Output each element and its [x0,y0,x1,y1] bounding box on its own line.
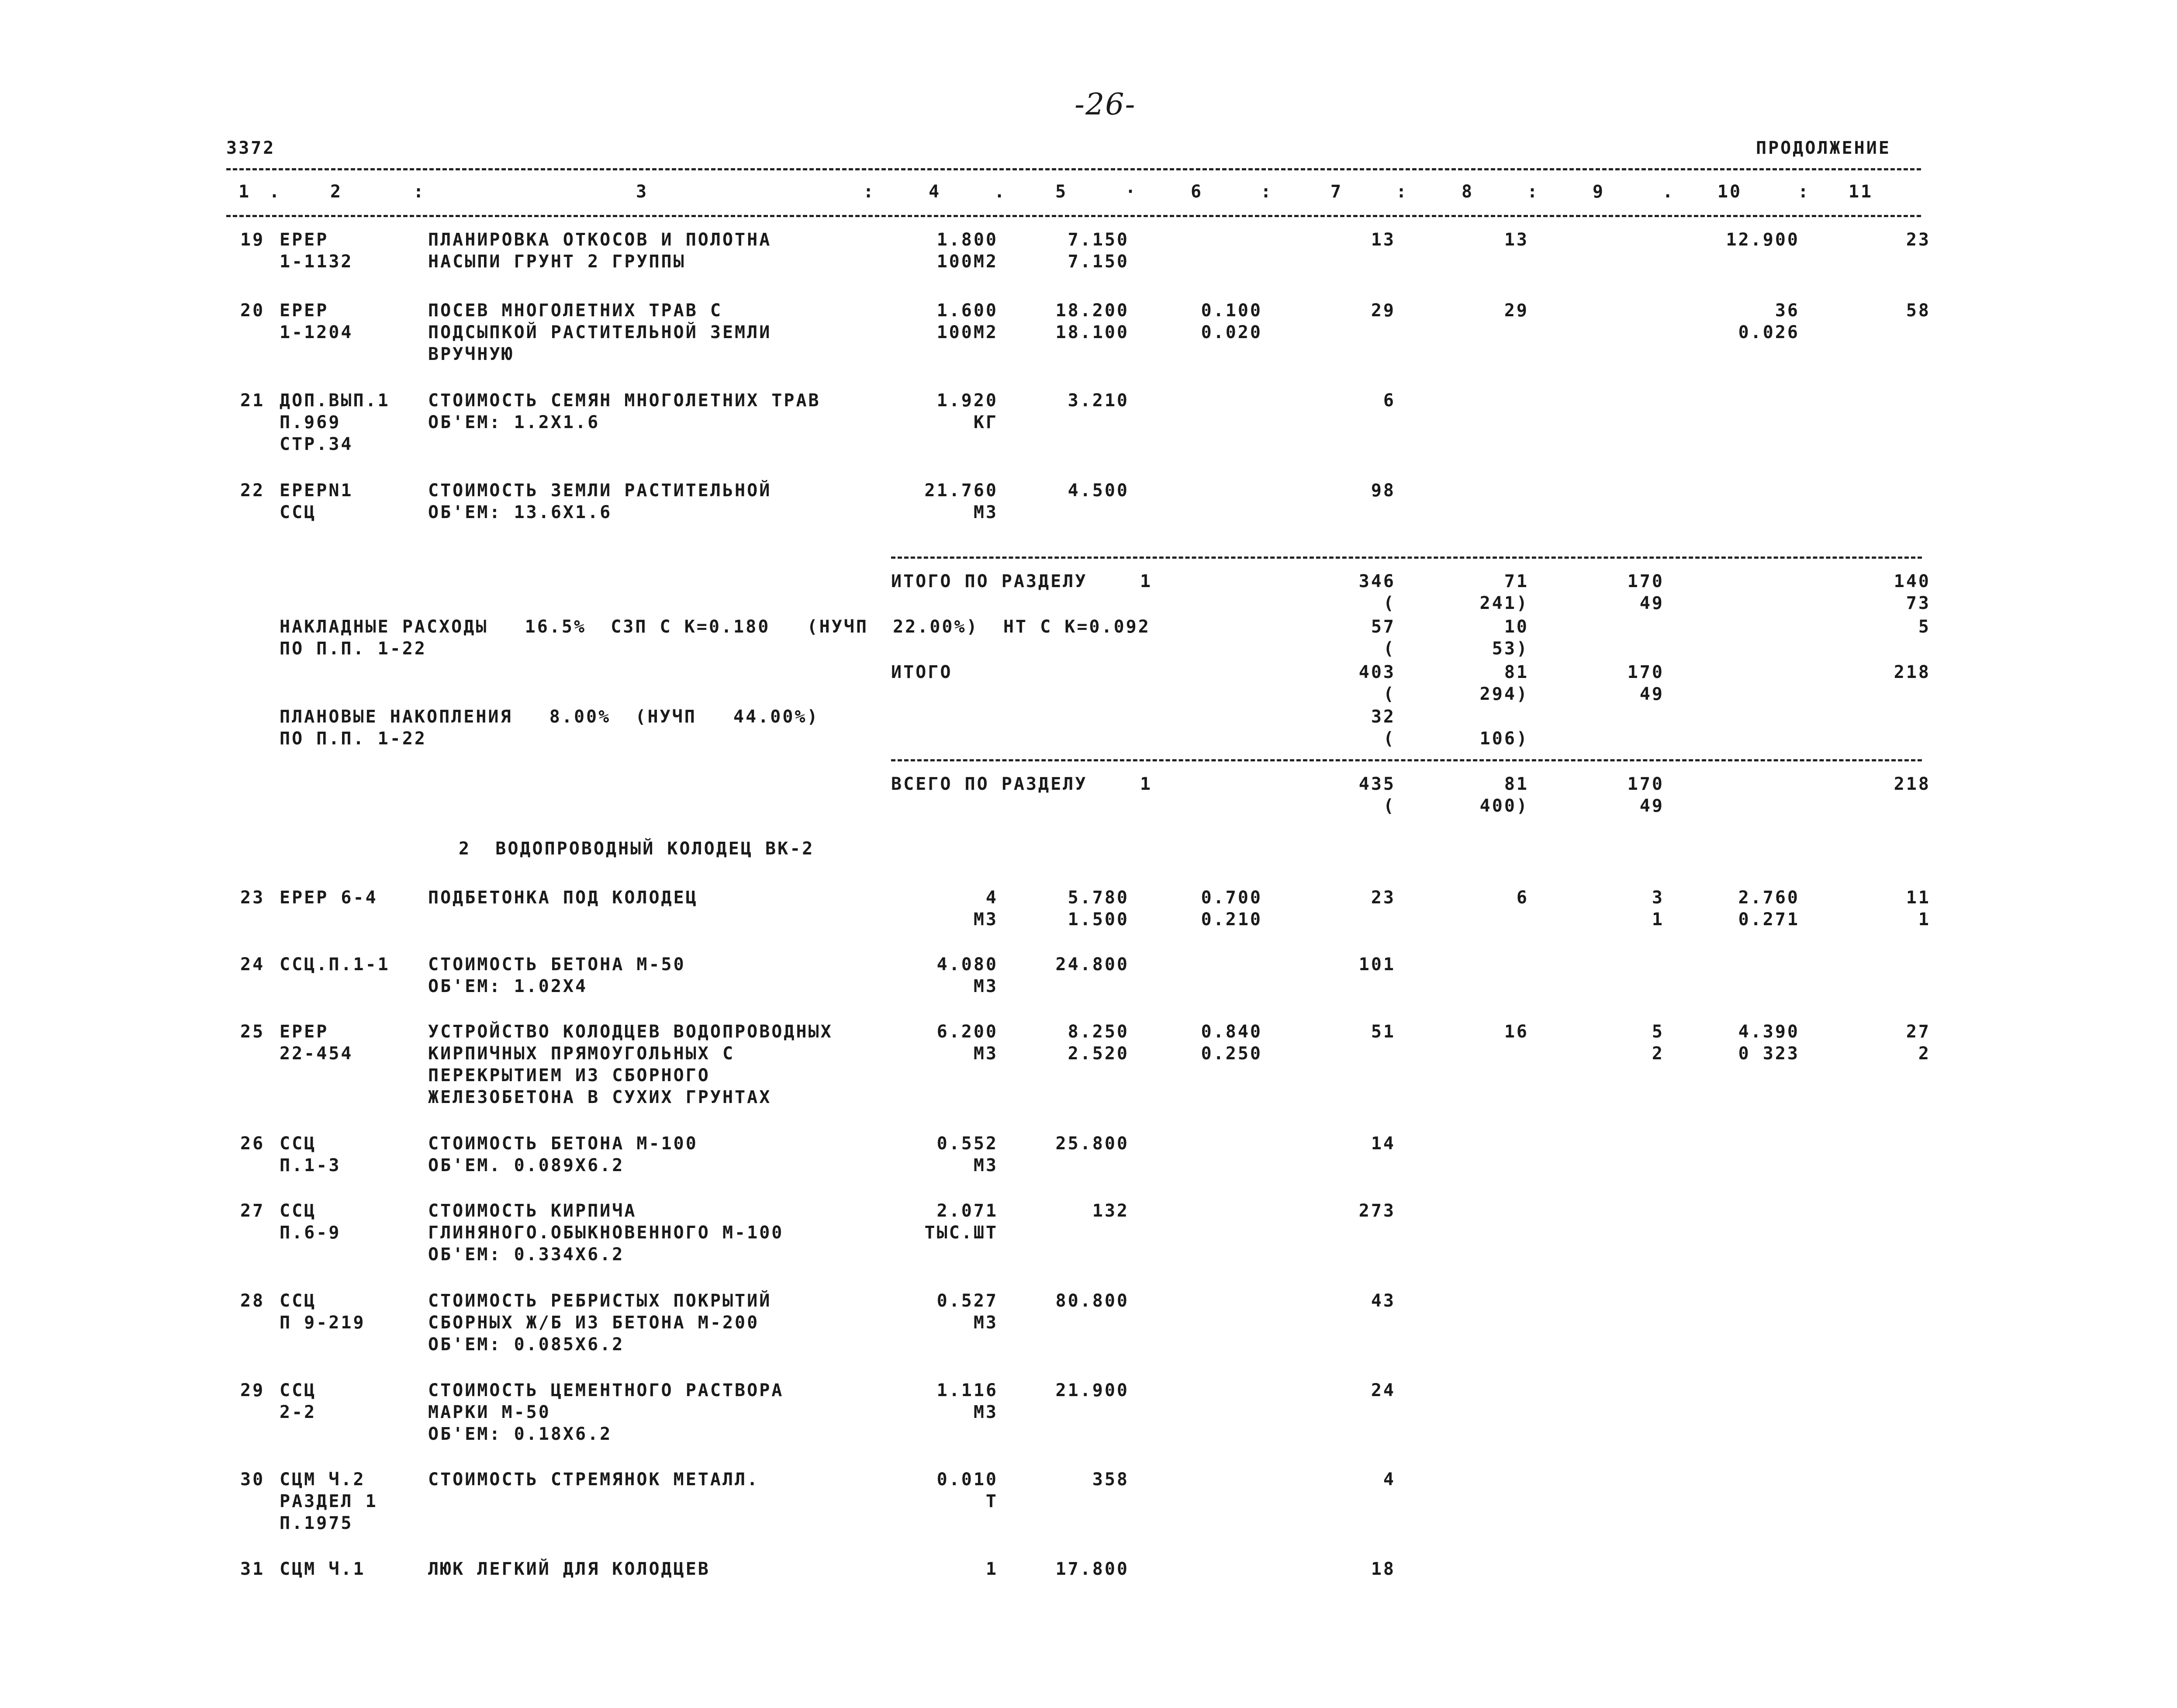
cell-c8: 29 [1504,301,1529,321]
column-header-2: 2 [330,182,343,202]
section-total-number: 1 [1140,571,1153,591]
cell-code: СТР.34 [280,434,353,454]
cell-c5: 7.150 [1068,252,1129,272]
cell-c7: 51 [1371,1022,1396,1042]
cell-c9: 5 [1652,1022,1664,1042]
cell-c7: 6 [1383,391,1396,411]
cell-desc: СТОИМОСТЬ БЕТОНА М-100 [428,1134,698,1154]
cell-desc: ОБ'ЕМ: 1.02Х4 [428,976,588,996]
cell-c5: 21.900 [1055,1380,1129,1400]
summary-c7: 32 [1371,707,1396,727]
cell-desc: ЖЕЛЕЗОБЕТОНА В СУХИХ ГРУНТАХ [428,1087,772,1107]
summary-c8: 10 [1504,617,1529,637]
column-header-8: 8 [1461,182,1474,202]
column-separator: : [1260,182,1273,202]
cell-code: ССЦ [280,1134,317,1154]
cell-c5: 5.780 [1068,888,1129,908]
cell-c5: 17.800 [1055,1559,1129,1579]
summary-c11: 218 [1894,774,1931,794]
summary-c7: 346 [1358,571,1396,591]
cell-c5: 18.200 [1055,301,1129,321]
column-separator: : [863,182,876,202]
cell-desc: ОБ'ЕМ: 13.6Х1.6 [428,502,612,522]
row-number: 27 [240,1201,265,1221]
summary-c9: 170 [1627,774,1664,794]
summary-c8: 106) [1479,729,1529,749]
cell-c5: 24.800 [1055,954,1129,975]
cell-c4: М3 [973,1402,998,1422]
cell-c11: 11 [1906,888,1931,908]
cell-c4: М3 [973,1044,998,1064]
cell-c5: 4.500 [1068,481,1129,501]
column-separator: . [1662,182,1675,202]
cell-desc: ОБ'ЕМ. 0.089Х6.2 [428,1155,625,1176]
cell-c11: 2 [1918,1044,1931,1064]
cell-c7: 18 [1371,1559,1396,1579]
planned-accumulation-items: ПО П.П. 1-22 [280,729,427,749]
column-header-5: 5 [1055,182,1068,202]
summary-c9: 49 [1639,593,1664,613]
cell-c10: 12.900 [1726,230,1800,250]
cell-c7: 13 [1371,230,1396,250]
row-number: 21 [240,391,265,411]
cell-desc: ПОДСЫПКОЙ РАСТИТЕЛЬНОЙ ЗЕМЛИ [428,322,772,342]
cell-code: ДОП.ВЫП.1 [280,391,390,411]
summary-c7: ( [1383,729,1396,749]
cell-desc: НАСЫПИ ГРУНТ 2 ГРУППЫ [428,252,686,272]
cell-desc: СТОИМОСТЬ ЗЕМЛИ РАСТИТЕЛЬНОЙ [428,481,772,501]
column-header-11: 11 [1848,182,1873,202]
cell-code: ССЦ.П.1-1 [280,954,390,975]
cell-c4: 1.920 [936,391,998,411]
column-header-6: 6 [1190,182,1203,202]
cell-desc: УСТРОЙСТВО КОЛОДЦЕВ ВОДОПРОВОДНЫХ [428,1022,833,1042]
summary-c7: ( [1383,639,1396,659]
cell-c5: 358 [1092,1469,1129,1490]
cell-desc: ПЕРЕКРЫТИЕМ ИЗ СБОРНОГО [428,1065,710,1086]
summary-c8: 400) [1479,796,1529,816]
summary-c9: 170 [1627,571,1664,591]
cell-c7: 98 [1371,481,1396,501]
row-number: 26 [240,1134,265,1154]
cell-c10: 4.390 [1738,1022,1800,1042]
summary-c9: 49 [1639,796,1664,816]
cell-c7: 4 [1383,1469,1396,1490]
cell-c11: 27 [1906,1022,1931,1042]
row-number: 31 [240,1559,265,1579]
row-number: 22 [240,481,265,501]
cell-c5: 132 [1092,1201,1129,1221]
cell-code: ЕРЕР [280,1022,329,1042]
cell-code: ЕРЕР [280,301,329,321]
cell-code: ЕРЕРN1 [280,481,353,501]
summary-c8: 71 [1504,571,1529,591]
subtotal-rule [891,557,1922,559]
cell-c10: 0 323 [1738,1044,1800,1064]
column-separator: · [1125,182,1138,202]
cell-desc: СТОИМОСТЬ КИРПИЧА [428,1201,637,1221]
cell-c7: 24 [1371,1380,1396,1400]
total-label: ИТОГО [891,662,953,682]
summary-c8: 81 [1504,662,1529,682]
column-header-3: 3 [636,182,649,202]
cell-c10: 36 [1775,301,1800,321]
cell-c4: 1.600 [936,301,998,321]
cell-c11: 23 [1906,230,1931,250]
continuation-label: ПРОДОЛЖЕНИЕ [1756,138,1891,158]
cell-desc: ВРУЧНУЮ [428,344,514,364]
cell-c6: 0.250 [1201,1044,1262,1064]
cell-code: 22-454 [280,1044,353,1064]
cell-c4: 100М2 [936,252,998,272]
row-number: 28 [240,1291,265,1311]
cell-desc: ОБ'ЕМ: 0.334Х6.2 [428,1245,625,1265]
cell-c4: 6.200 [936,1022,998,1042]
cell-c4: М3 [973,976,998,996]
cell-c5: 18.100 [1055,322,1129,342]
cell-c4: М3 [973,909,998,930]
cell-c8: 6 [1516,888,1529,908]
header-bottom-rule [226,215,1921,217]
overhead-items: ПО П.П. 1-22 [280,639,427,659]
summary-c7: ( [1383,593,1396,613]
summary-c7: ( [1383,684,1396,704]
planned-accumulation-line: ПЛАНОВЫЕ НАКОПЛЕНИЯ 8.00% (НУЧП 44.00%) [280,707,819,727]
cell-c4: 4.080 [936,954,998,975]
column-separator: : [1797,182,1811,202]
cell-c7: 14 [1371,1134,1396,1154]
row-number: 19 [240,230,265,250]
cell-c6: 0.700 [1201,888,1262,908]
cell-c4: 0.010 [936,1469,998,1490]
cell-code: 1-1132 [280,252,353,272]
column-header-4: 4 [928,182,941,202]
cell-code: СЦМ Ч.2 [280,1469,366,1490]
cell-c6: 0.100 [1201,301,1262,321]
cell-desc: ОБ'ЕМ: 1.2Х1.6 [428,412,600,432]
cell-code: ССЦ [280,502,317,522]
cell-desc: СТОИМОСТЬ СЕМЯН МНОГОЛЕТНИХ ТРАВ [428,391,821,411]
summary-c8: 53) [1492,639,1529,659]
cell-c9: 3 [1652,888,1664,908]
summary-c11: 218 [1894,662,1931,682]
cell-code: СЦМ Ч.1 [280,1559,366,1579]
row-number: 25 [240,1022,265,1042]
document-code: 3372 [226,138,276,158]
summary-c8: 81 [1504,774,1529,794]
column-separator: : [1527,182,1540,202]
cell-desc: СТОИМОСТЬ БЕТОНА М-50 [428,954,686,975]
column-separator: : [413,182,426,202]
summary-c7: 435 [1358,774,1396,794]
cell-c7: 101 [1358,954,1396,975]
header-top-rule [226,168,1921,170]
cell-c6: 0.210 [1201,909,1262,930]
cell-code: П 9-219 [280,1313,366,1333]
summary-c9: 170 [1627,662,1664,682]
cell-desc: ПЛАНИРОВКА ОТКОСОВ И ПОЛОТНА [428,230,772,250]
row-number: 23 [240,888,265,908]
page-number: -26- [1075,87,1136,122]
cell-c7: 43 [1371,1291,1396,1311]
cell-desc: СТОИМОСТЬ РЕБРИСТЫХ ПОКРЫТИЙ [428,1291,772,1311]
summary-c7: ( [1383,796,1396,816]
overhead-line: НАКЛАДНЫЕ РАСХОДЫ 16.5% СЗП С К=0.180 (НУЧП 22.00%) НТ С К=0.092 [280,617,1151,637]
cell-desc: ОБ'ЕМ: 0.085Х6.2 [428,1335,625,1355]
row-number: 29 [240,1380,265,1400]
cell-c4: 0.527 [936,1291,998,1311]
cell-c4: 21.760 [924,481,998,501]
summary-c7: 403 [1358,662,1396,682]
section-total-label: ИТОГО ПО РАЗДЕЛУ [891,571,1088,591]
cell-c8: 13 [1504,230,1529,250]
cell-c10: 0.026 [1738,322,1800,342]
cell-desc: ПОДБЕТОНКА ПОД КОЛОДЕЦ [428,888,698,908]
cell-code: П.969 [280,412,341,432]
row-number: 30 [240,1469,265,1490]
section-2-title: 2 ВОДОПРОВОДНЫЙ КОЛОДЕЦ ВК-2 [459,839,815,859]
column-separator: . [269,182,282,202]
cell-c11: 1 [1918,909,1931,930]
cell-c4: 0.552 [936,1134,998,1154]
cell-c4: М3 [973,1313,998,1333]
column-separator: . [994,182,1007,202]
summary-c7: 57 [1371,617,1396,637]
cell-c4: КГ [973,412,998,432]
cell-c5: 25.800 [1055,1134,1129,1154]
cell-c4: 4 [985,888,998,908]
cell-c5: 1.500 [1068,909,1129,930]
cell-desc: КИРПИЧНЫХ ПРЯМОУГОЛЬНЫХ С [428,1044,735,1064]
cell-c4: М3 [973,1155,998,1176]
cell-desc: ГЛИНЯНОГО.ОБЫКНОВЕННОГО М-100 [428,1223,784,1243]
cell-desc: СТОИМОСТЬ СТРЕМЯНОК МЕТАЛЛ. [428,1469,760,1490]
cell-c4: 1 [985,1559,998,1579]
column-separator: : [1396,182,1409,202]
cell-c7: 273 [1358,1201,1396,1221]
summary-c9: 49 [1639,684,1664,704]
cell-c4: 1.800 [936,230,998,250]
cell-code: ССЦ [280,1380,317,1400]
row-number: 20 [240,301,265,321]
subtotal-rule [891,759,1922,761]
cell-c5: 80.800 [1055,1291,1129,1311]
cell-c4: 100М2 [936,322,998,342]
cell-c5: 8.250 [1068,1022,1129,1042]
cell-desc: МАРКИ М-50 [428,1402,551,1422]
cell-code: П.6-9 [280,1223,341,1243]
cell-code: 2-2 [280,1402,317,1422]
grand-total-number: 1 [1140,774,1153,794]
cell-c6: 0.840 [1201,1022,1262,1042]
cell-c5: 2.520 [1068,1044,1129,1064]
cell-desc: ОБ'ЕМ: 0.18Х6.2 [428,1424,612,1444]
summary-c8: 294) [1479,684,1529,704]
column-header-9: 9 [1592,182,1605,202]
cell-c4: 1.116 [936,1380,998,1400]
cell-code: ССЦ [280,1201,317,1221]
cell-desc: ЛЮК ЛЕГКИЙ ДЛЯ КОЛОДЦЕВ [428,1559,710,1579]
cell-c8: 16 [1504,1022,1529,1042]
summary-c11: 73 [1906,593,1931,613]
summary-c8: 241) [1479,593,1529,613]
cell-c7: 29 [1371,301,1396,321]
column-header-1: 1 [238,182,251,202]
cell-c4: Т [985,1491,998,1511]
cell-desc: СБОРНЫХ Ж/Б ИЗ БЕТОНА М-200 [428,1313,760,1333]
cell-c4: ТЫС.ШТ [924,1223,998,1243]
cell-c5: 7.150 [1068,230,1129,250]
cell-c9: 1 [1652,909,1664,930]
cell-c4: М3 [973,502,998,522]
cell-c7: 23 [1371,888,1396,908]
cell-code: П.1975 [280,1513,353,1533]
cell-c4: 2.071 [936,1201,998,1221]
cell-desc: СТОИМОСТЬ ЦЕМЕНТНОГО РАСТВОРА [428,1380,784,1400]
row-number: 24 [240,954,265,975]
summary-c11: 140 [1894,571,1931,591]
cell-c6: 0.020 [1201,322,1262,342]
column-header-10: 10 [1717,182,1742,202]
cell-code: ССЦ [280,1291,317,1311]
cell-c5: 3.210 [1068,391,1129,411]
column-header-7: 7 [1330,182,1343,202]
cell-c10: 2.760 [1738,888,1800,908]
cell-c10: 0.271 [1738,909,1800,930]
cell-code: ЕРЕР [280,230,329,250]
cell-code: ЕРЕР 6-4 [280,888,378,908]
cell-c11: 58 [1906,301,1931,321]
cell-code: 1-1204 [280,322,353,342]
cell-desc: ПОСЕВ МНОГОЛЕТНИХ ТРАВ С [428,301,722,321]
cell-c9: 2 [1652,1044,1664,1064]
cell-code: РАЗДЕЛ 1 [280,1491,378,1511]
cell-code: П.1-3 [280,1155,341,1176]
grand-total-label: ВСЕГО ПО РАЗДЕЛУ [891,774,1088,794]
summary-c11: 5 [1918,617,1931,637]
